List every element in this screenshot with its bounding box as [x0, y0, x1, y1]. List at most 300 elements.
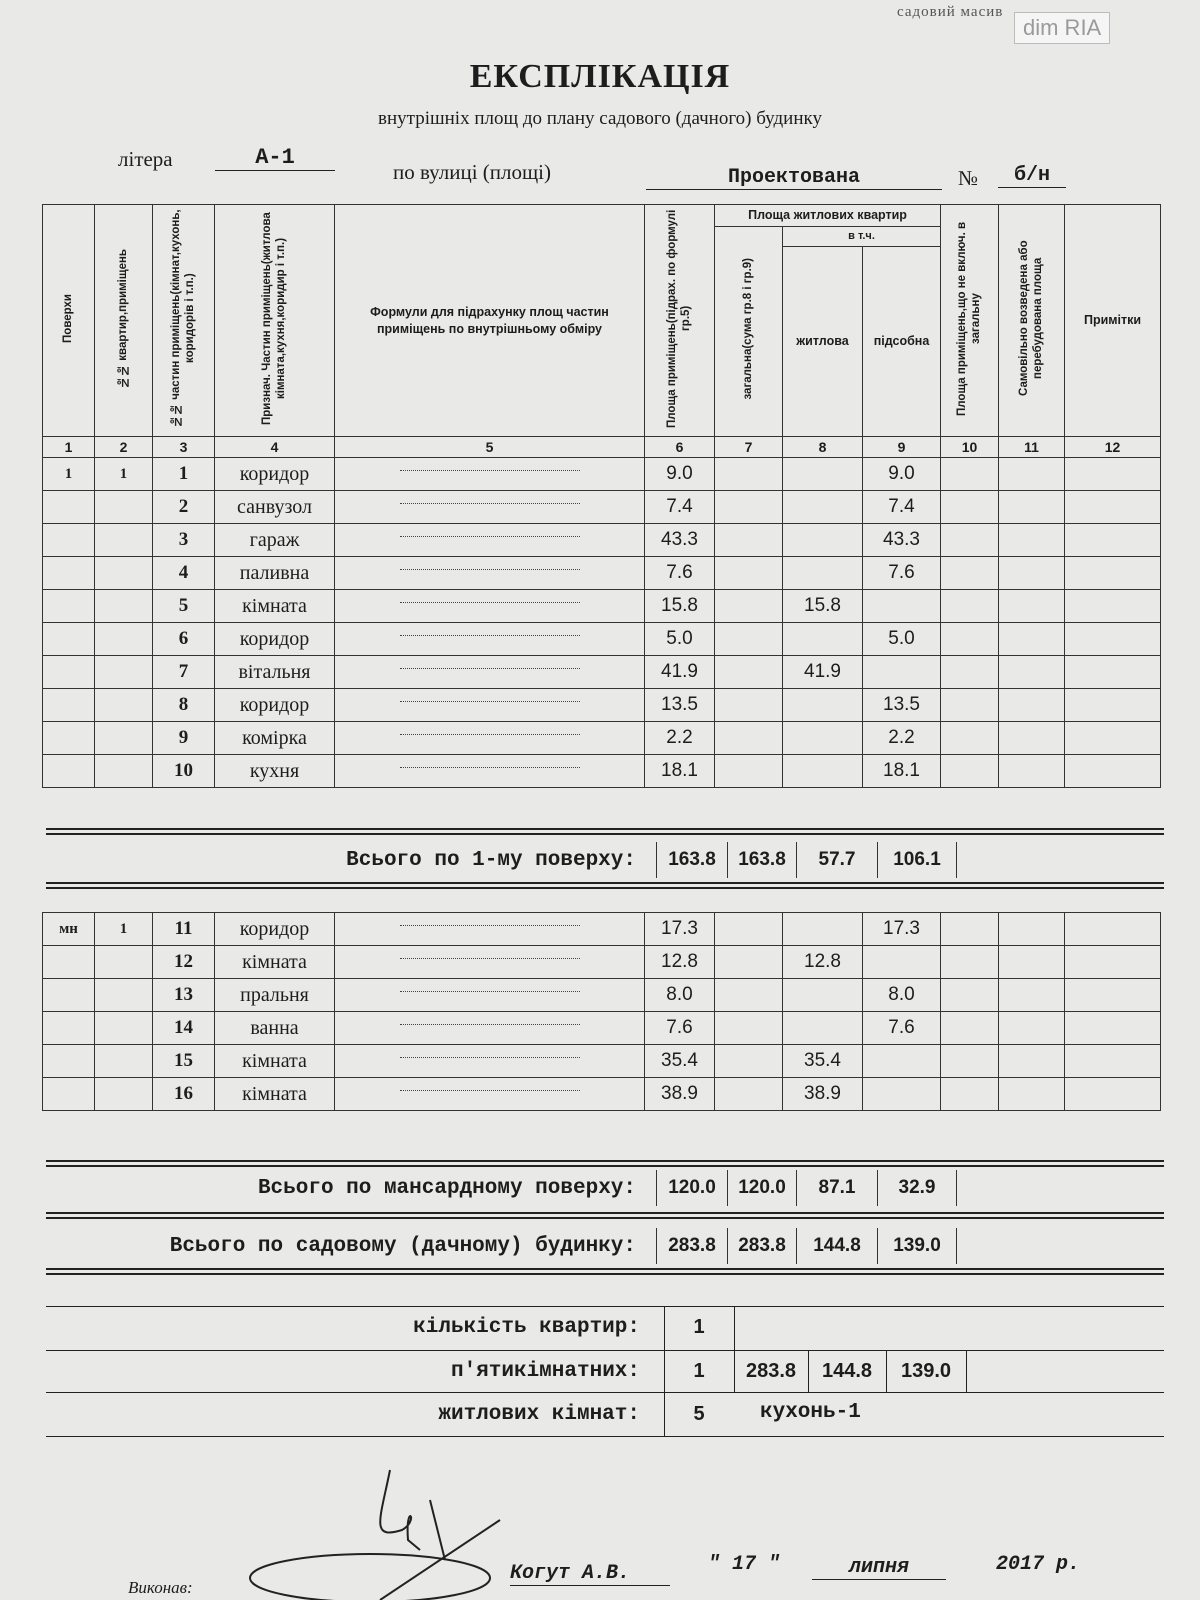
living-area-cell: [783, 557, 863, 590]
unauthorized-cell: [999, 491, 1065, 524]
apartment-cell: [95, 557, 153, 590]
living-area-cell: [783, 1012, 863, 1045]
floor-cell: [43, 491, 95, 524]
living-area-cell: [783, 979, 863, 1012]
header-floors: Поверхи: [43, 205, 95, 437]
total-house-aux: 139.0: [877, 1228, 957, 1264]
apartment-cell: [95, 623, 153, 656]
notes-cell: [1065, 722, 1161, 755]
header-apartment-area-group: Площа житлових квартир: [715, 205, 941, 227]
total-attic-aux: 32.9: [877, 1170, 957, 1206]
header-room-parts: №№ частин приміщень(кімнат,кухонь, коридорів і т.п.): [153, 205, 215, 437]
auxiliary-area-cell: [863, 1045, 941, 1078]
not-included-cell: [941, 491, 999, 524]
room-number-cell: 11: [153, 913, 215, 946]
five-room-total: 283.8: [745, 1360, 797, 1382]
not-included-cell: [941, 1078, 999, 1111]
five-room-value: 1: [693, 1360, 705, 1382]
table-row: [43, 623, 1161, 656]
formula-cell: [335, 623, 645, 656]
divider: [46, 828, 1164, 835]
formula-cell: [335, 1078, 645, 1111]
date-month: липня: [812, 1556, 946, 1580]
formula-cell: [335, 913, 645, 946]
column-number: 10: [941, 437, 999, 458]
formula-dotted-line: [400, 767, 580, 768]
column-numbers-row: [43, 437, 1161, 458]
floor-cell: [43, 590, 95, 623]
column-number: 2: [95, 437, 153, 458]
total-area-cell: [715, 656, 783, 689]
total-attic-living: 87.1: [796, 1170, 877, 1206]
apartments-count-label: кількість квартир:: [413, 1316, 640, 1339]
formula-cell: [335, 689, 645, 722]
total-house-label: Всього по садовому (дачному) будинку:: [169, 1234, 636, 1258]
unauthorized-cell: [999, 656, 1065, 689]
living-area-cell: 38.9: [783, 1078, 863, 1111]
formula-dotted-line: [400, 569, 580, 570]
column-number: 6: [645, 437, 715, 458]
not-included-cell: [941, 656, 999, 689]
auxiliary-area-cell: 8.0: [863, 979, 941, 1012]
room-area-cell: 8.0: [645, 979, 715, 1012]
room-purpose-cell: вітальня: [215, 656, 335, 689]
table-row: [43, 689, 1161, 722]
total-area-cell: [715, 1078, 783, 1111]
not-included-cell: [941, 1012, 999, 1045]
unauthorized-cell: [999, 689, 1065, 722]
divider: [46, 1160, 1164, 1167]
living-area-cell: 15.8: [783, 590, 863, 623]
auxiliary-area-cell: 43.3: [863, 524, 941, 557]
living-area-cell: 35.4: [783, 1045, 863, 1078]
total-area-cell: [715, 623, 783, 656]
floor-cell: 1: [43, 458, 95, 491]
auxiliary-area-cell: [863, 590, 941, 623]
header-room-area: Площа приміщень(підрах. по формулі гр.5): [645, 205, 715, 437]
total-area-cell: [715, 557, 783, 590]
room-area-cell: 41.9: [645, 656, 715, 689]
room-number-cell: 8: [153, 689, 215, 722]
auxiliary-area-cell: [863, 656, 941, 689]
header-formulas: Формули для підрахунку площ частин приміщень по внутрішньому обміру: [335, 205, 645, 437]
notes-cell: [1065, 557, 1161, 590]
total-area-cell: [715, 590, 783, 623]
unauthorized-cell: [999, 524, 1065, 557]
formula-cell: [335, 755, 645, 788]
not-included-cell: [941, 1045, 999, 1078]
table-row: [43, 946, 1161, 979]
notes-cell: [1065, 458, 1161, 491]
total-floor1-label: Всього по 1-му поверху:: [346, 848, 636, 872]
formula-cell: [335, 590, 645, 623]
header-including: в т.ч.: [783, 227, 941, 247]
floor-cell: [43, 623, 95, 656]
total-floor1-total: 163.8: [727, 842, 796, 878]
auxiliary-area-cell: 13.5: [863, 689, 941, 722]
not-included-cell: [941, 623, 999, 656]
floor-cell: [43, 1078, 95, 1111]
total-area-cell: [715, 979, 783, 1012]
column-number: 3: [153, 437, 215, 458]
floor-cell: [43, 557, 95, 590]
kitchens-count: кухонь-1: [760, 1401, 861, 1424]
total-area-cell: [715, 722, 783, 755]
formula-dotted-line: [400, 701, 580, 702]
living-rooms-value: 5: [693, 1403, 705, 1425]
street-label: по вулиці (площі): [393, 160, 552, 184]
room-number-cell: 10: [153, 755, 215, 788]
table-row: [43, 524, 1161, 557]
living-rooms-label: житлових кімнат:: [438, 1403, 640, 1426]
apartment-cell: [95, 1012, 153, 1045]
living-area-cell: [783, 623, 863, 656]
rule: [46, 1436, 1164, 1437]
notes-cell: [1065, 689, 1161, 722]
five-room-living: 144.8: [821, 1360, 873, 1382]
unauthorized-cell: [999, 458, 1065, 491]
total-floor1-row: [46, 842, 1164, 878]
floor-cell: [43, 689, 95, 722]
column-number: 11: [999, 437, 1065, 458]
auxiliary-area-cell: [863, 946, 941, 979]
floor-cell: [43, 946, 95, 979]
header-not-included: Площа приміщень,що не включ. в загальну: [941, 205, 999, 437]
room-area-cell: 35.4: [645, 1045, 715, 1078]
notes-cell: [1065, 979, 1161, 1012]
header-auxiliary: підсобна: [863, 247, 941, 437]
room-purpose-cell: кімната: [215, 946, 335, 979]
living-area-cell: [783, 491, 863, 524]
unauthorized-cell: [999, 623, 1065, 656]
unauthorized-cell: [999, 913, 1065, 946]
room-purpose-cell: комірка: [215, 722, 335, 755]
total-area-cell: [715, 946, 783, 979]
apartment-cell: [95, 946, 153, 979]
executor-label: Виконав:: [128, 1578, 193, 1597]
formula-dotted-line: [400, 668, 580, 669]
room-purpose-cell: коридор: [215, 913, 335, 946]
formula-cell: [335, 491, 645, 524]
apartment-cell: [95, 524, 153, 557]
room-purpose-cell: ванна: [215, 1012, 335, 1045]
apartment-cell: [95, 1045, 153, 1078]
room-area-cell: 43.3: [645, 524, 715, 557]
unauthorized-cell: [999, 557, 1065, 590]
total-attic-area: 120.0: [656, 1170, 727, 1206]
notes-cell: [1065, 623, 1161, 656]
unauthorized-cell: [999, 1045, 1065, 1078]
unauthorized-cell: [999, 979, 1065, 1012]
room-area-cell: 38.9: [645, 1078, 715, 1111]
apartment-cell: [95, 755, 153, 788]
explication-table: [42, 204, 1161, 788]
rule: [966, 1350, 967, 1392]
notes-cell: [1065, 1012, 1161, 1045]
not-included-cell: [941, 557, 999, 590]
table-row: [43, 590, 1161, 623]
auxiliary-area-cell: 7.4: [863, 491, 941, 524]
header-total: загальна(сума гр.8 і гр.9): [715, 227, 783, 437]
formula-dotted-line: [400, 1024, 580, 1025]
living-area-cell: 41.9: [783, 656, 863, 689]
five-room-aux: 139.0: [900, 1360, 952, 1382]
formula-cell: [335, 656, 645, 689]
auxiliary-area-cell: 7.6: [863, 557, 941, 590]
living-area-cell: [783, 755, 863, 788]
column-number: 7: [715, 437, 783, 458]
number-value: б/н: [998, 164, 1066, 188]
divider: [46, 1268, 1164, 1275]
room-area-cell: 15.8: [645, 590, 715, 623]
floor-cell: мн: [43, 913, 95, 946]
column-number: 8: [783, 437, 863, 458]
total-floor1-aux: 106.1: [877, 842, 957, 878]
date-year: 2017 р.: [996, 1553, 1081, 1576]
formula-dotted-line: [400, 1090, 580, 1091]
not-included-cell: [941, 524, 999, 557]
floor2-rows: [43, 913, 1161, 1111]
not-included-cell: [941, 979, 999, 1012]
unauthorized-cell: [999, 755, 1065, 788]
floor-cell: [43, 979, 95, 1012]
room-purpose-cell: кімната: [215, 590, 335, 623]
notes-cell: [1065, 590, 1161, 623]
watermark-logo: dim RIA: [1014, 12, 1110, 44]
table-row: [43, 913, 1161, 946]
room-purpose-cell: пральня: [215, 979, 335, 1012]
living-area-cell: [783, 524, 863, 557]
table-row: [43, 1045, 1161, 1078]
explication-table-attic: [42, 912, 1161, 1111]
room-purpose-cell: коридор: [215, 623, 335, 656]
apartment-cell: [95, 590, 153, 623]
header-notes: Примітки: [1065, 205, 1161, 437]
header-living: житлова: [783, 247, 863, 437]
formula-dotted-line: [400, 635, 580, 636]
table-row: [43, 755, 1161, 788]
header-purpose: Признач. Частин приміщень(житлова кімната,кухня,коридир і т.п.): [215, 205, 335, 437]
total-floor1-living: 57.7: [796, 842, 877, 878]
column-number: 1: [43, 437, 95, 458]
total-area-cell: [715, 755, 783, 788]
formula-cell: [335, 557, 645, 590]
rule: [46, 1306, 1164, 1307]
total-house-total: 283.8: [727, 1228, 796, 1264]
room-number-cell: 5: [153, 590, 215, 623]
formula-dotted-line: [400, 536, 580, 537]
room-area-cell: 7.4: [645, 491, 715, 524]
apartments-count-value: 1: [693, 1316, 705, 1338]
table-row: [43, 458, 1161, 491]
room-purpose-cell: кімната: [215, 1045, 335, 1078]
rule: [46, 1392, 1164, 1393]
table-row: [43, 656, 1161, 689]
room-number-cell: 7: [153, 656, 215, 689]
corner-note: садовий масив: [897, 4, 1004, 20]
room-purpose-cell: паливна: [215, 557, 335, 590]
unauthorized-cell: [999, 1012, 1065, 1045]
not-included-cell: [941, 913, 999, 946]
table-row: [43, 979, 1161, 1012]
floor1-rows: [43, 458, 1161, 788]
floor-cell: [43, 755, 95, 788]
not-included-cell: [941, 755, 999, 788]
notes-cell: [1065, 491, 1161, 524]
total-attic-total: 120.0: [727, 1170, 796, 1206]
notes-cell: [1065, 755, 1161, 788]
room-number-cell: 12: [153, 946, 215, 979]
formula-dotted-line: [400, 958, 580, 959]
column-number: 12: [1065, 437, 1161, 458]
total-attic-row: [46, 1170, 1164, 1206]
auxiliary-area-cell: [863, 1078, 941, 1111]
room-purpose-cell: кімната: [215, 1078, 335, 1111]
five-room-label: п'ятикімнатних:: [450, 1360, 640, 1383]
executor-name: Когут А.В.: [510, 1562, 670, 1586]
total-area-cell: [715, 913, 783, 946]
notes-cell: [1065, 1045, 1161, 1078]
column-number: 9: [863, 437, 941, 458]
litera-label: літера: [118, 147, 173, 171]
room-number-cell: 13: [153, 979, 215, 1012]
room-area-cell: 12.8: [645, 946, 715, 979]
formula-dotted-line: [400, 925, 580, 926]
total-house-living: 144.8: [796, 1228, 877, 1264]
living-area-cell: [783, 913, 863, 946]
room-number-cell: 4: [153, 557, 215, 590]
room-number-cell: 15: [153, 1045, 215, 1078]
not-included-cell: [941, 946, 999, 979]
auxiliary-area-cell: 18.1: [863, 755, 941, 788]
room-purpose-cell: коридор: [215, 689, 335, 722]
apartment-cell: [95, 1078, 153, 1111]
formula-dotted-line: [400, 470, 580, 471]
living-area-cell: [783, 722, 863, 755]
apartment-cell: [95, 491, 153, 524]
number-label: №: [958, 166, 979, 190]
living-area-cell: [783, 689, 863, 722]
document-title: ЕКСПЛІКАЦІЯ: [469, 58, 731, 95]
room-number-cell: 9: [153, 722, 215, 755]
formula-cell: [335, 524, 645, 557]
floor-cell: [43, 524, 95, 557]
table-row: [43, 1078, 1161, 1111]
auxiliary-area-cell: 9.0: [863, 458, 941, 491]
header-apartments: №№ квартир,приміщень: [95, 205, 153, 437]
room-number-cell: 14: [153, 1012, 215, 1045]
total-area-cell: [715, 524, 783, 557]
column-number: 4: [215, 437, 335, 458]
formula-cell: [335, 722, 645, 755]
street-value: Проектована: [646, 166, 942, 190]
formula-dotted-line: [400, 503, 580, 504]
table-row: [43, 722, 1161, 755]
formula-dotted-line: [400, 991, 580, 992]
living-area-cell: [783, 458, 863, 491]
total-area-cell: [715, 491, 783, 524]
room-area-cell: 13.5: [645, 689, 715, 722]
unauthorized-cell: [999, 946, 1065, 979]
document-subtitle: внутрішніх площ до плану садового (дачного) будинку: [378, 108, 822, 129]
room-area-cell: 17.3: [645, 913, 715, 946]
notes-cell: [1065, 656, 1161, 689]
formula-cell: [335, 1045, 645, 1078]
auxiliary-area-cell: 2.2: [863, 722, 941, 755]
floor-cell: [43, 1045, 95, 1078]
room-area-cell: 2.2: [645, 722, 715, 755]
formula-cell: [335, 1012, 645, 1045]
apartment-cell: [95, 722, 153, 755]
room-number-cell: 16: [153, 1078, 215, 1111]
total-area-cell: [715, 458, 783, 491]
apartment-cell: 1: [95, 913, 153, 946]
table-row: [43, 1012, 1161, 1045]
apartment-cell: 1: [95, 458, 153, 491]
not-included-cell: [941, 458, 999, 491]
formula-cell: [335, 979, 645, 1012]
notes-cell: [1065, 913, 1161, 946]
table-row: [43, 557, 1161, 590]
room-purpose-cell: коридор: [215, 458, 335, 491]
auxiliary-area-cell: 5.0: [863, 623, 941, 656]
room-area-cell: 9.0: [645, 458, 715, 491]
date-day: " 17 ": [708, 1553, 781, 1576]
signature-stamp: [230, 1460, 550, 1600]
formula-cell: [335, 946, 645, 979]
not-included-cell: [941, 689, 999, 722]
notes-cell: [1065, 1078, 1161, 1111]
apartment-cell: [95, 979, 153, 1012]
formula-dotted-line: [400, 734, 580, 735]
total-house-area: 283.8: [656, 1228, 727, 1264]
room-area-cell: 7.6: [645, 557, 715, 590]
room-area-cell: 18.1: [645, 755, 715, 788]
notes-cell: [1065, 946, 1161, 979]
auxiliary-area-cell: 17.3: [863, 913, 941, 946]
room-number-cell: 1: [153, 458, 215, 491]
apartment-cell: [95, 689, 153, 722]
room-number-cell: 6: [153, 623, 215, 656]
divider: [46, 882, 1164, 889]
room-area-cell: 5.0: [645, 623, 715, 656]
notes-cell: [1065, 524, 1161, 557]
not-included-cell: [941, 590, 999, 623]
column-number: 5: [335, 437, 645, 458]
unauthorized-cell: [999, 590, 1065, 623]
formula-cell: [335, 458, 645, 491]
room-purpose-cell: санвузол: [215, 491, 335, 524]
floor-cell: [43, 656, 95, 689]
room-area-cell: 7.6: [645, 1012, 715, 1045]
not-included-cell: [941, 722, 999, 755]
litera-value: А-1: [215, 145, 335, 171]
total-area-cell: [715, 1045, 783, 1078]
total-floor1-area: 163.8: [656, 842, 727, 878]
divider: [46, 1212, 1164, 1219]
rule: [46, 1350, 1164, 1351]
room-number-cell: 2: [153, 491, 215, 524]
room-number-cell: 3: [153, 524, 215, 557]
living-area-cell: 12.8: [783, 946, 863, 979]
total-attic-label: Всього по мансардному поверху:: [257, 1176, 636, 1200]
room-purpose-cell: гараж: [215, 524, 335, 557]
room-purpose-cell: кухня: [215, 755, 335, 788]
formula-dotted-line: [400, 1057, 580, 1058]
formula-dotted-line: [400, 602, 580, 603]
total-area-cell: [715, 1012, 783, 1045]
apartment-cell: [95, 656, 153, 689]
